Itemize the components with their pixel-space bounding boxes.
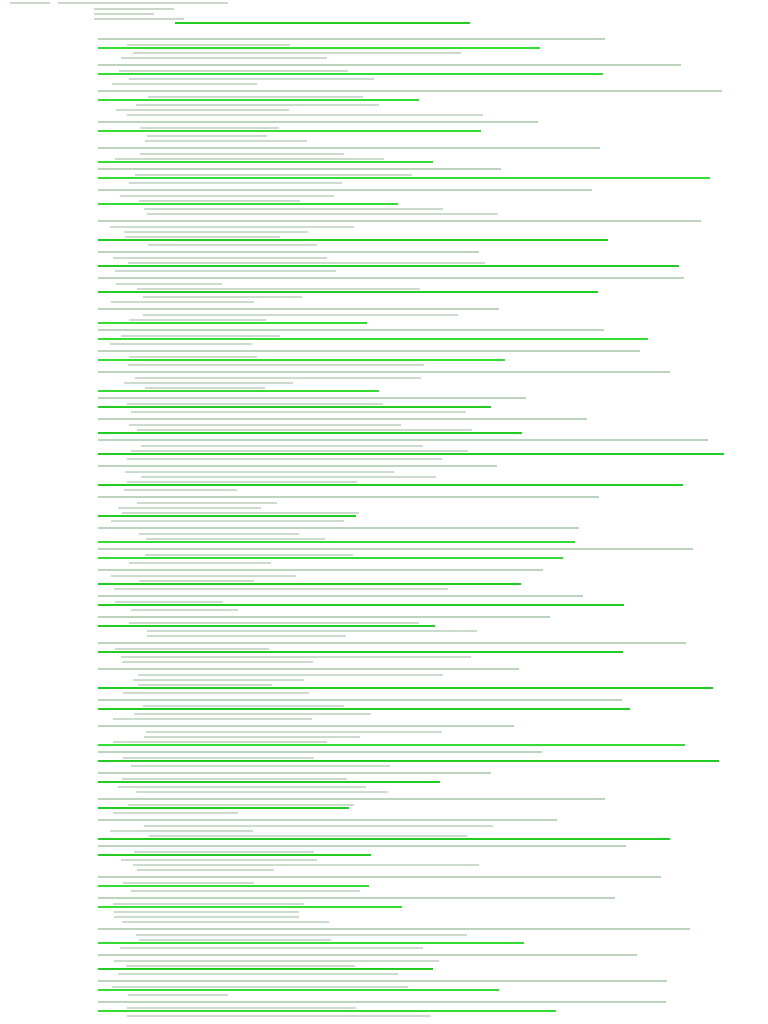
option-line <box>110 226 354 228</box>
option-line <box>118 973 398 975</box>
option-line <box>129 356 257 358</box>
option-line <box>113 718 312 720</box>
question-line <box>98 897 615 899</box>
highlighted-answer <box>98 854 371 856</box>
highlighted-answer <box>98 291 598 293</box>
option-line <box>129 319 266 321</box>
highlighted-answer <box>98 1010 556 1012</box>
option-line <box>127 114 483 116</box>
option-line <box>146 538 325 540</box>
question-line <box>98 465 497 467</box>
option-line <box>127 403 383 405</box>
option-line <box>118 507 261 509</box>
question-line <box>98 308 499 310</box>
question-line <box>98 439 708 441</box>
option-line <box>122 778 347 780</box>
highlighted-answer <box>98 604 624 606</box>
highlighted-answer <box>98 239 608 241</box>
highlighted-answer <box>98 130 481 132</box>
option-line <box>113 741 327 743</box>
highlighted-title <box>175 22 470 24</box>
option-line <box>129 424 401 426</box>
option-line <box>143 705 344 707</box>
option-line <box>129 78 374 80</box>
document-header <box>10 0 270 34</box>
option-line <box>147 135 267 137</box>
option-line <box>147 635 346 637</box>
question-line <box>98 220 701 222</box>
option-line <box>111 520 344 522</box>
option-line <box>125 471 394 473</box>
highlighted-answer <box>98 515 356 517</box>
option-line <box>121 656 471 658</box>
highlighted-answer <box>98 322 367 324</box>
question-line <box>98 725 514 727</box>
highlighted-answer <box>98 47 540 49</box>
option-line <box>133 864 479 866</box>
question-line <box>98 64 681 66</box>
option-line <box>121 335 280 337</box>
highlighted-answer <box>98 583 521 585</box>
option-line <box>143 296 302 298</box>
highlighted-answer <box>98 203 398 205</box>
highlighted-answer <box>98 708 630 710</box>
highlighted-answer <box>98 968 433 970</box>
option-line <box>129 182 342 184</box>
highlighted-answer <box>98 390 379 392</box>
option-line <box>136 104 379 106</box>
question-line <box>98 38 605 40</box>
option-line <box>114 916 299 918</box>
option-line <box>131 450 468 452</box>
question-line <box>98 329 604 331</box>
question-line <box>98 668 519 670</box>
question-line <box>98 954 637 956</box>
option-line <box>133 679 304 681</box>
highlighted-answer <box>98 989 499 991</box>
highlighted-answer <box>98 781 440 783</box>
option-line <box>137 502 277 504</box>
question-line <box>98 595 583 597</box>
question-line <box>98 350 640 352</box>
option-line <box>139 939 331 941</box>
option-line <box>135 377 421 379</box>
question-line <box>98 147 600 149</box>
highlighted-answer <box>98 484 683 486</box>
highlighted-answer <box>98 406 491 408</box>
option-line <box>114 911 299 913</box>
option-line <box>115 270 336 272</box>
option-line <box>124 489 237 491</box>
question-line <box>98 90 722 92</box>
option-line <box>111 301 254 303</box>
option-line <box>120 947 423 949</box>
option-line <box>123 757 314 759</box>
question-line <box>98 819 557 821</box>
question-line <box>98 1001 666 1003</box>
option-line <box>147 630 477 632</box>
question-line <box>98 251 479 253</box>
highlighted-answer <box>98 687 713 689</box>
option-line <box>147 213 498 215</box>
option-line <box>120 195 334 197</box>
option-line <box>124 382 293 384</box>
option-line <box>131 411 466 413</box>
highlighted-answer <box>98 838 670 840</box>
option-line <box>112 83 257 85</box>
option-line <box>126 965 355 967</box>
option-line <box>128 994 228 996</box>
highlighted-answer <box>98 99 419 101</box>
option-line <box>128 262 485 264</box>
highlighted-answer <box>98 432 522 434</box>
option-line <box>131 890 360 892</box>
option-line <box>124 231 308 233</box>
document-body <box>0 30 768 1024</box>
option-line <box>113 903 304 905</box>
question-line <box>98 371 670 373</box>
option-line <box>149 835 467 837</box>
question-line <box>98 397 526 399</box>
option-line <box>121 859 317 861</box>
option-line <box>122 661 313 663</box>
option-line <box>141 476 436 478</box>
highlighted-answer <box>98 359 505 361</box>
option-line <box>134 713 371 715</box>
option-line <box>114 588 448 590</box>
header-text <box>94 8 174 10</box>
header-mark <box>10 2 50 4</box>
question-line <box>98 928 690 930</box>
option-line <box>111 575 296 577</box>
option-line <box>113 257 327 259</box>
option-line <box>136 934 467 936</box>
highlighted-answer <box>98 744 685 746</box>
option-line <box>116 283 222 285</box>
option-line <box>129 622 419 624</box>
highlighted-answer <box>98 807 349 809</box>
highlighted-answer <box>98 161 433 163</box>
option-line <box>127 1015 431 1017</box>
option-line <box>141 445 423 447</box>
option-line <box>128 804 354 806</box>
option-line <box>127 1007 356 1009</box>
question-line <box>98 569 543 571</box>
header-text <box>58 2 228 4</box>
question-line <box>98 527 579 529</box>
question-line <box>98 616 550 618</box>
question-line <box>98 772 491 774</box>
option-line <box>139 580 254 582</box>
header-text <box>94 18 184 20</box>
option-line <box>145 140 307 142</box>
highlighted-answer <box>98 942 524 944</box>
option-line <box>144 825 493 827</box>
question-line <box>98 418 587 420</box>
option-line <box>145 554 353 556</box>
question-line <box>98 751 542 753</box>
option-line <box>140 153 344 155</box>
option-line <box>114 960 439 962</box>
highlighted-answer <box>98 885 369 887</box>
question-line <box>98 548 693 550</box>
highlighted-answer <box>98 651 623 653</box>
option-line <box>138 674 443 676</box>
question-line <box>98 189 592 191</box>
question-line <box>98 798 605 800</box>
option-line <box>134 851 314 853</box>
highlighted-answer <box>98 73 603 75</box>
header-text <box>94 13 154 15</box>
option-line <box>146 731 442 733</box>
option-line <box>119 70 348 72</box>
option-line <box>148 244 317 246</box>
option-line <box>127 44 290 46</box>
option-line <box>143 314 458 316</box>
option-line <box>121 57 327 59</box>
option-line <box>131 609 238 611</box>
option-line <box>123 882 254 884</box>
option-line <box>110 830 253 832</box>
option-line <box>139 200 300 202</box>
question-line <box>98 168 501 170</box>
option-line <box>127 458 442 460</box>
option-line <box>135 174 412 176</box>
option-line <box>129 562 271 564</box>
option-line <box>137 288 420 290</box>
highlighted-answer <box>98 265 679 267</box>
option-line <box>145 387 265 389</box>
option-line <box>137 869 274 871</box>
highlighted-answer <box>98 760 719 762</box>
option-line <box>118 786 366 788</box>
option-line <box>110 343 252 345</box>
highlighted-answer <box>98 541 575 543</box>
question-line <box>98 121 538 123</box>
option-line <box>115 601 223 603</box>
option-line <box>144 208 443 210</box>
option-line <box>144 736 360 738</box>
highlighted-answer <box>98 453 724 455</box>
question-line <box>98 845 626 847</box>
option-line <box>138 684 272 686</box>
question-line <box>98 642 686 644</box>
highlighted-answer <box>98 625 435 627</box>
option-line <box>137 429 472 431</box>
option-line <box>116 109 289 111</box>
option-line <box>123 692 309 694</box>
question-line <box>98 496 599 498</box>
option-line <box>128 364 424 366</box>
question-line <box>98 699 622 701</box>
highlighted-answer <box>98 906 402 908</box>
option-line <box>131 765 390 767</box>
question-line <box>98 980 667 982</box>
option-line <box>113 812 238 814</box>
option-line <box>140 127 279 129</box>
highlighted-answer <box>98 557 563 559</box>
highlighted-answer <box>98 177 710 179</box>
option-line <box>127 481 357 483</box>
option-line <box>115 648 269 650</box>
option-line <box>139 533 299 535</box>
option-line <box>136 791 388 793</box>
question-line <box>98 876 661 878</box>
option-line <box>125 236 280 238</box>
option-line <box>133 52 461 54</box>
option-line <box>112 986 408 988</box>
highlighted-answer <box>98 338 648 340</box>
option-line <box>115 158 384 160</box>
option-line <box>122 921 329 923</box>
option-line <box>148 96 363 98</box>
question-line <box>98 277 684 279</box>
option-line <box>122 512 359 514</box>
